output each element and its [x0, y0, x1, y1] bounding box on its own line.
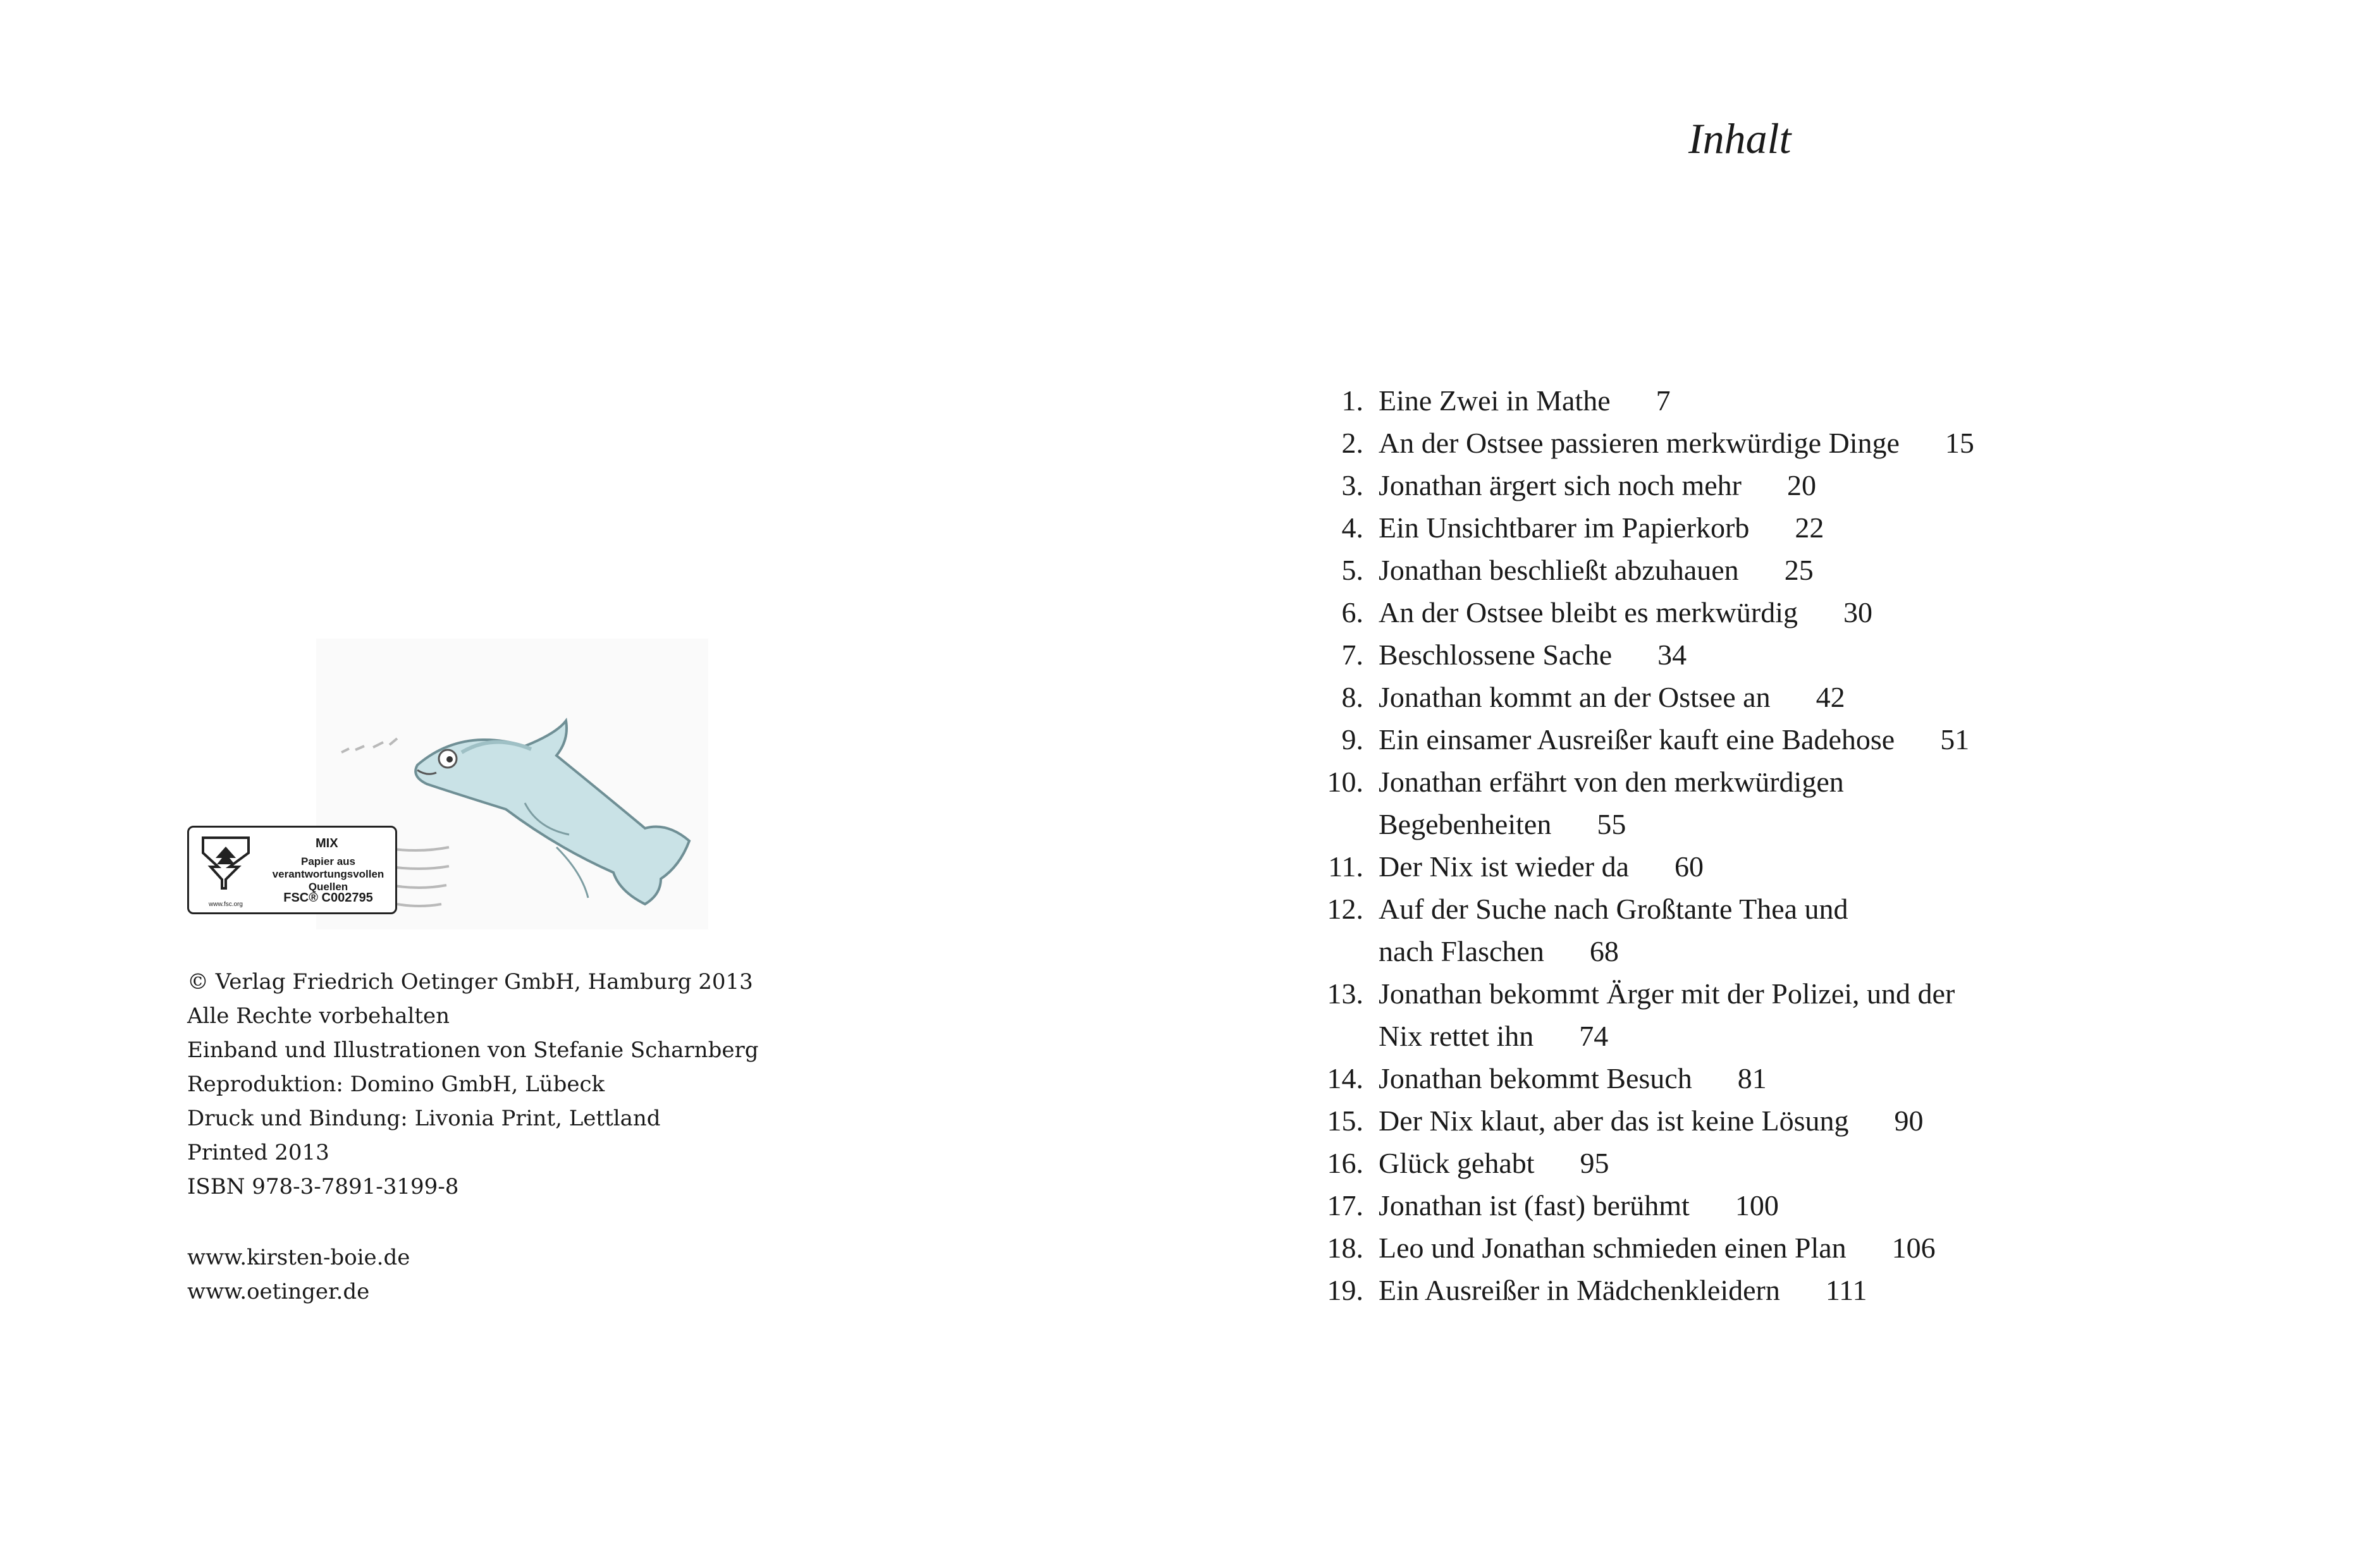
toc-entry	[1300, 761, 2312, 845]
toc-entry-title: Jonathan kommt an der Ostsee an	[1379, 681, 1771, 713]
toc-entry	[1300, 422, 2312, 464]
toc-entry-number: 14.	[1327, 1062, 1363, 1094]
toc-entry	[1300, 676, 2312, 718]
toc-entry-title: Jonathan bekommt Besuch	[1379, 1062, 1692, 1094]
toc-entry-title: Eine Zwei in Mathe	[1379, 384, 1611, 417]
website-link-oetinger[interactable]: www.oetinger.de	[187, 1279, 370, 1304]
toc-entry-page: 55	[1597, 808, 1626, 840]
toc-entry-line	[1379, 1142, 2312, 1184]
toc-entry-number: 13.	[1327, 977, 1363, 1010]
toc-entry-title: Der Nix klaut, aber das ist keine Lösung	[1379, 1105, 1849, 1137]
toc-entry-line	[1379, 1184, 2312, 1227]
fsc-code: FSC® C002795	[283, 891, 373, 905]
fsc-tree-icon	[197, 834, 255, 909]
toc-entry	[1300, 591, 2312, 634]
toc-entry-number: 5.	[1341, 554, 1363, 586]
toc-entry-line	[1379, 506, 2312, 549]
toc-entry-body	[1379, 1184, 2312, 1227]
fsc-mix-label: MIX	[316, 836, 338, 850]
toc-entry-line	[1379, 761, 2312, 803]
toc-entry-line	[1379, 549, 2312, 591]
toc-entry-body	[1379, 1227, 2312, 1269]
toc-entry-body	[1379, 1142, 2312, 1184]
toc-entry	[1300, 464, 2312, 506]
toc-entry-title: Begebenheiten	[1379, 808, 1552, 840]
imprint-line: Printed 2013	[187, 1140, 329, 1165]
toc-entry-line	[1379, 634, 2312, 676]
toc-entry-line	[1379, 591, 2312, 634]
website-link-kirsten-boie[interactable]: www.kirsten-boie.de	[187, 1245, 410, 1270]
toc-entry-number: 6.	[1341, 596, 1363, 628]
toc-entry-page: 81	[1737, 1062, 1767, 1094]
toc-entry	[1300, 972, 2312, 1057]
toc-entry	[1300, 888, 2312, 972]
toc-entry-body	[1379, 676, 2312, 718]
toc-entry-page: 51	[1940, 723, 1970, 756]
toc-entry-line	[1379, 888, 2312, 930]
toc-entry-title: An der Ostsee bleibt es merkwürdig	[1379, 596, 1798, 628]
toc-entry-body	[1379, 888, 2312, 972]
toc-entry-title: Jonathan beschließt abzuhauen	[1379, 554, 1739, 586]
toc-entry-title: nach Flaschen	[1379, 935, 1544, 967]
toc-entry	[1300, 506, 2312, 549]
toc-entry-number: 10.	[1327, 766, 1363, 798]
toc-entry-line	[1379, 845, 2312, 888]
contents-page	[1180, 0, 2360, 1568]
toc-entry-title: Ein Ausreißer in Mädchenkleidern	[1379, 1274, 1780, 1306]
toc-entry-number: 8.	[1341, 681, 1363, 713]
toc-entry-line	[1379, 1269, 2312, 1311]
toc-entry	[1300, 634, 2312, 676]
imprint-line: Einband und Illustrationen von Stefanie Scharnberg	[187, 1038, 759, 1063]
toc-entry-body	[1379, 591, 2312, 634]
toc-list	[1300, 379, 2312, 1311]
toc-entry-page: 100	[1735, 1189, 1779, 1222]
toc-entry-page: 60	[1675, 850, 1704, 883]
toc-entry-page: 95	[1580, 1147, 1609, 1179]
toc-entry	[1300, 1099, 2312, 1142]
toc-entry-number: 12.	[1327, 893, 1363, 925]
toc-entry-line	[1379, 803, 2312, 845]
toc-entry-number: 2.	[1341, 427, 1363, 459]
fsc-logo	[187, 826, 397, 914]
toc-entry-body	[1379, 464, 2312, 506]
toc-entry-title: Jonathan erfährt von den merkwürdigen	[1379, 766, 1844, 798]
toc-entry-title: Leo und Jonathan schmieden einen Plan	[1379, 1232, 1847, 1264]
toc-entry-body	[1379, 634, 2312, 676]
toc-entry-number: 19.	[1327, 1274, 1363, 1306]
toc-entry-body	[1379, 972, 2312, 1057]
toc-entry-page: 20	[1786, 469, 1816, 501]
toc-entry-line	[1379, 676, 2312, 718]
toc-entry-page: 111	[1825, 1274, 1867, 1306]
toc-entry-title: Ein Unsichtbarer im Papierkorb	[1379, 511, 1750, 544]
toc-entry-body	[1379, 1099, 2312, 1142]
toc-entry-body	[1379, 506, 2312, 549]
toc-entry-body	[1379, 718, 2312, 761]
toc-entry	[1300, 1057, 2312, 1099]
toc-entry-line	[1379, 972, 2312, 1015]
imprint-block	[187, 965, 758, 1204]
toc-entry-body	[1379, 761, 2312, 845]
toc-entry-body	[1379, 845, 2312, 888]
toc-entry-body	[1379, 1057, 2312, 1099]
toc-entry-line	[1379, 464, 2312, 506]
website-links	[187, 1240, 410, 1309]
fsc-description: Papier aus verantwortungsvollen Quellen	[272, 855, 384, 893]
toc-entry-line	[1379, 1015, 2312, 1057]
toc-entry-title: Jonathan ärgert sich noch mehr	[1379, 469, 1742, 501]
toc-entry-line	[1379, 1099, 2312, 1142]
toc-entry	[1300, 379, 2312, 422]
toc-entry-number: 18.	[1327, 1232, 1363, 1264]
toc-entry-page: 34	[1657, 639, 1687, 671]
toc-entry	[1300, 1227, 2312, 1269]
toc-entry-title: Der Nix ist wieder da	[1379, 850, 1629, 883]
toc-entry-body	[1379, 1269, 2312, 1311]
toc-title: Inhalt	[1688, 114, 1792, 162]
toc-entry-title: Glück gehabt	[1379, 1147, 1535, 1179]
imprint-line: Alle Rechte vorbehalten	[187, 1003, 450, 1029]
toc-entry-title: Jonathan bekommt Ärger mit der Polizei, und der	[1379, 977, 1955, 1010]
toc-entry	[1300, 549, 2312, 591]
toc-entry-page: 25	[1784, 554, 1814, 586]
toc-entry-page: 15	[1945, 427, 1974, 459]
isbn: ISBN 978-3-7891-3199-8	[187, 1174, 459, 1199]
fsc-url: www.fsc.org	[209, 901, 243, 908]
toc-entry-line	[1379, 1227, 2312, 1269]
toc-entry-title: Jonathan ist (fast) berühmt	[1379, 1189, 1690, 1222]
toc-entry-number: 3.	[1341, 469, 1363, 501]
toc-entry-number: 9.	[1341, 723, 1363, 756]
imprint-line: Reproduktion: Domino GmbH, Lübeck	[187, 1072, 605, 1097]
toc-entry-number: 17.	[1327, 1189, 1363, 1222]
toc-entry-page: 30	[1843, 596, 1873, 628]
toc-entry	[1300, 1269, 2312, 1311]
toc-entry-title: Nix rettet ihn	[1379, 1020, 1534, 1052]
toc-entry-title: Beschlossene Sache	[1379, 639, 1613, 671]
toc-entry-page: 106	[1891, 1232, 1936, 1264]
toc-entry-line	[1379, 1057, 2312, 1099]
toc-entry-line	[1379, 930, 2312, 972]
toc-entry-line	[1379, 422, 2312, 464]
toc-entry-page: 42	[1816, 681, 1845, 713]
toc-entry-page: 7	[1656, 384, 1671, 417]
toc-entry-number: 11.	[1328, 850, 1363, 883]
toc-entry-number: 1.	[1341, 384, 1363, 417]
toc-entry	[1300, 845, 2312, 888]
toc-entry-title: Ein einsamer Ausreißer kauft eine Badehose	[1379, 723, 1895, 756]
toc-entry-line	[1379, 718, 2312, 761]
toc-entry-page: 68	[1589, 935, 1619, 967]
toc-entry	[1300, 1184, 2312, 1227]
toc-entry-line	[1379, 379, 2312, 422]
toc-entry-page: 22	[1795, 511, 1824, 544]
toc-entry-page: 90	[1894, 1105, 1924, 1137]
imprint-line: © Verlag Friedrich Oetinger GmbH, Hamburg 2013	[187, 969, 753, 995]
toc-entry-body	[1379, 422, 2312, 464]
toc-entry	[1300, 718, 2312, 761]
toc-entry-number: 7.	[1341, 639, 1363, 671]
toc-entry-title: An der Ostsee passieren merkwürdige Dinge	[1379, 427, 1900, 459]
toc-entry-number: 15.	[1327, 1105, 1363, 1137]
toc-entry-number: 4.	[1341, 511, 1363, 544]
toc-entry	[1300, 1142, 2312, 1184]
toc-entry-number: 16.	[1327, 1147, 1363, 1179]
toc-entry-body	[1379, 379, 2312, 422]
imprint-line: Druck und Bindung: Livonia Print, Lettland	[187, 1106, 661, 1131]
toc-entry-body	[1379, 549, 2312, 591]
toc-entry-title: Auf der Suche nach Großtante Thea und	[1379, 893, 1848, 925]
toc-entry-page: 74	[1579, 1020, 1609, 1052]
